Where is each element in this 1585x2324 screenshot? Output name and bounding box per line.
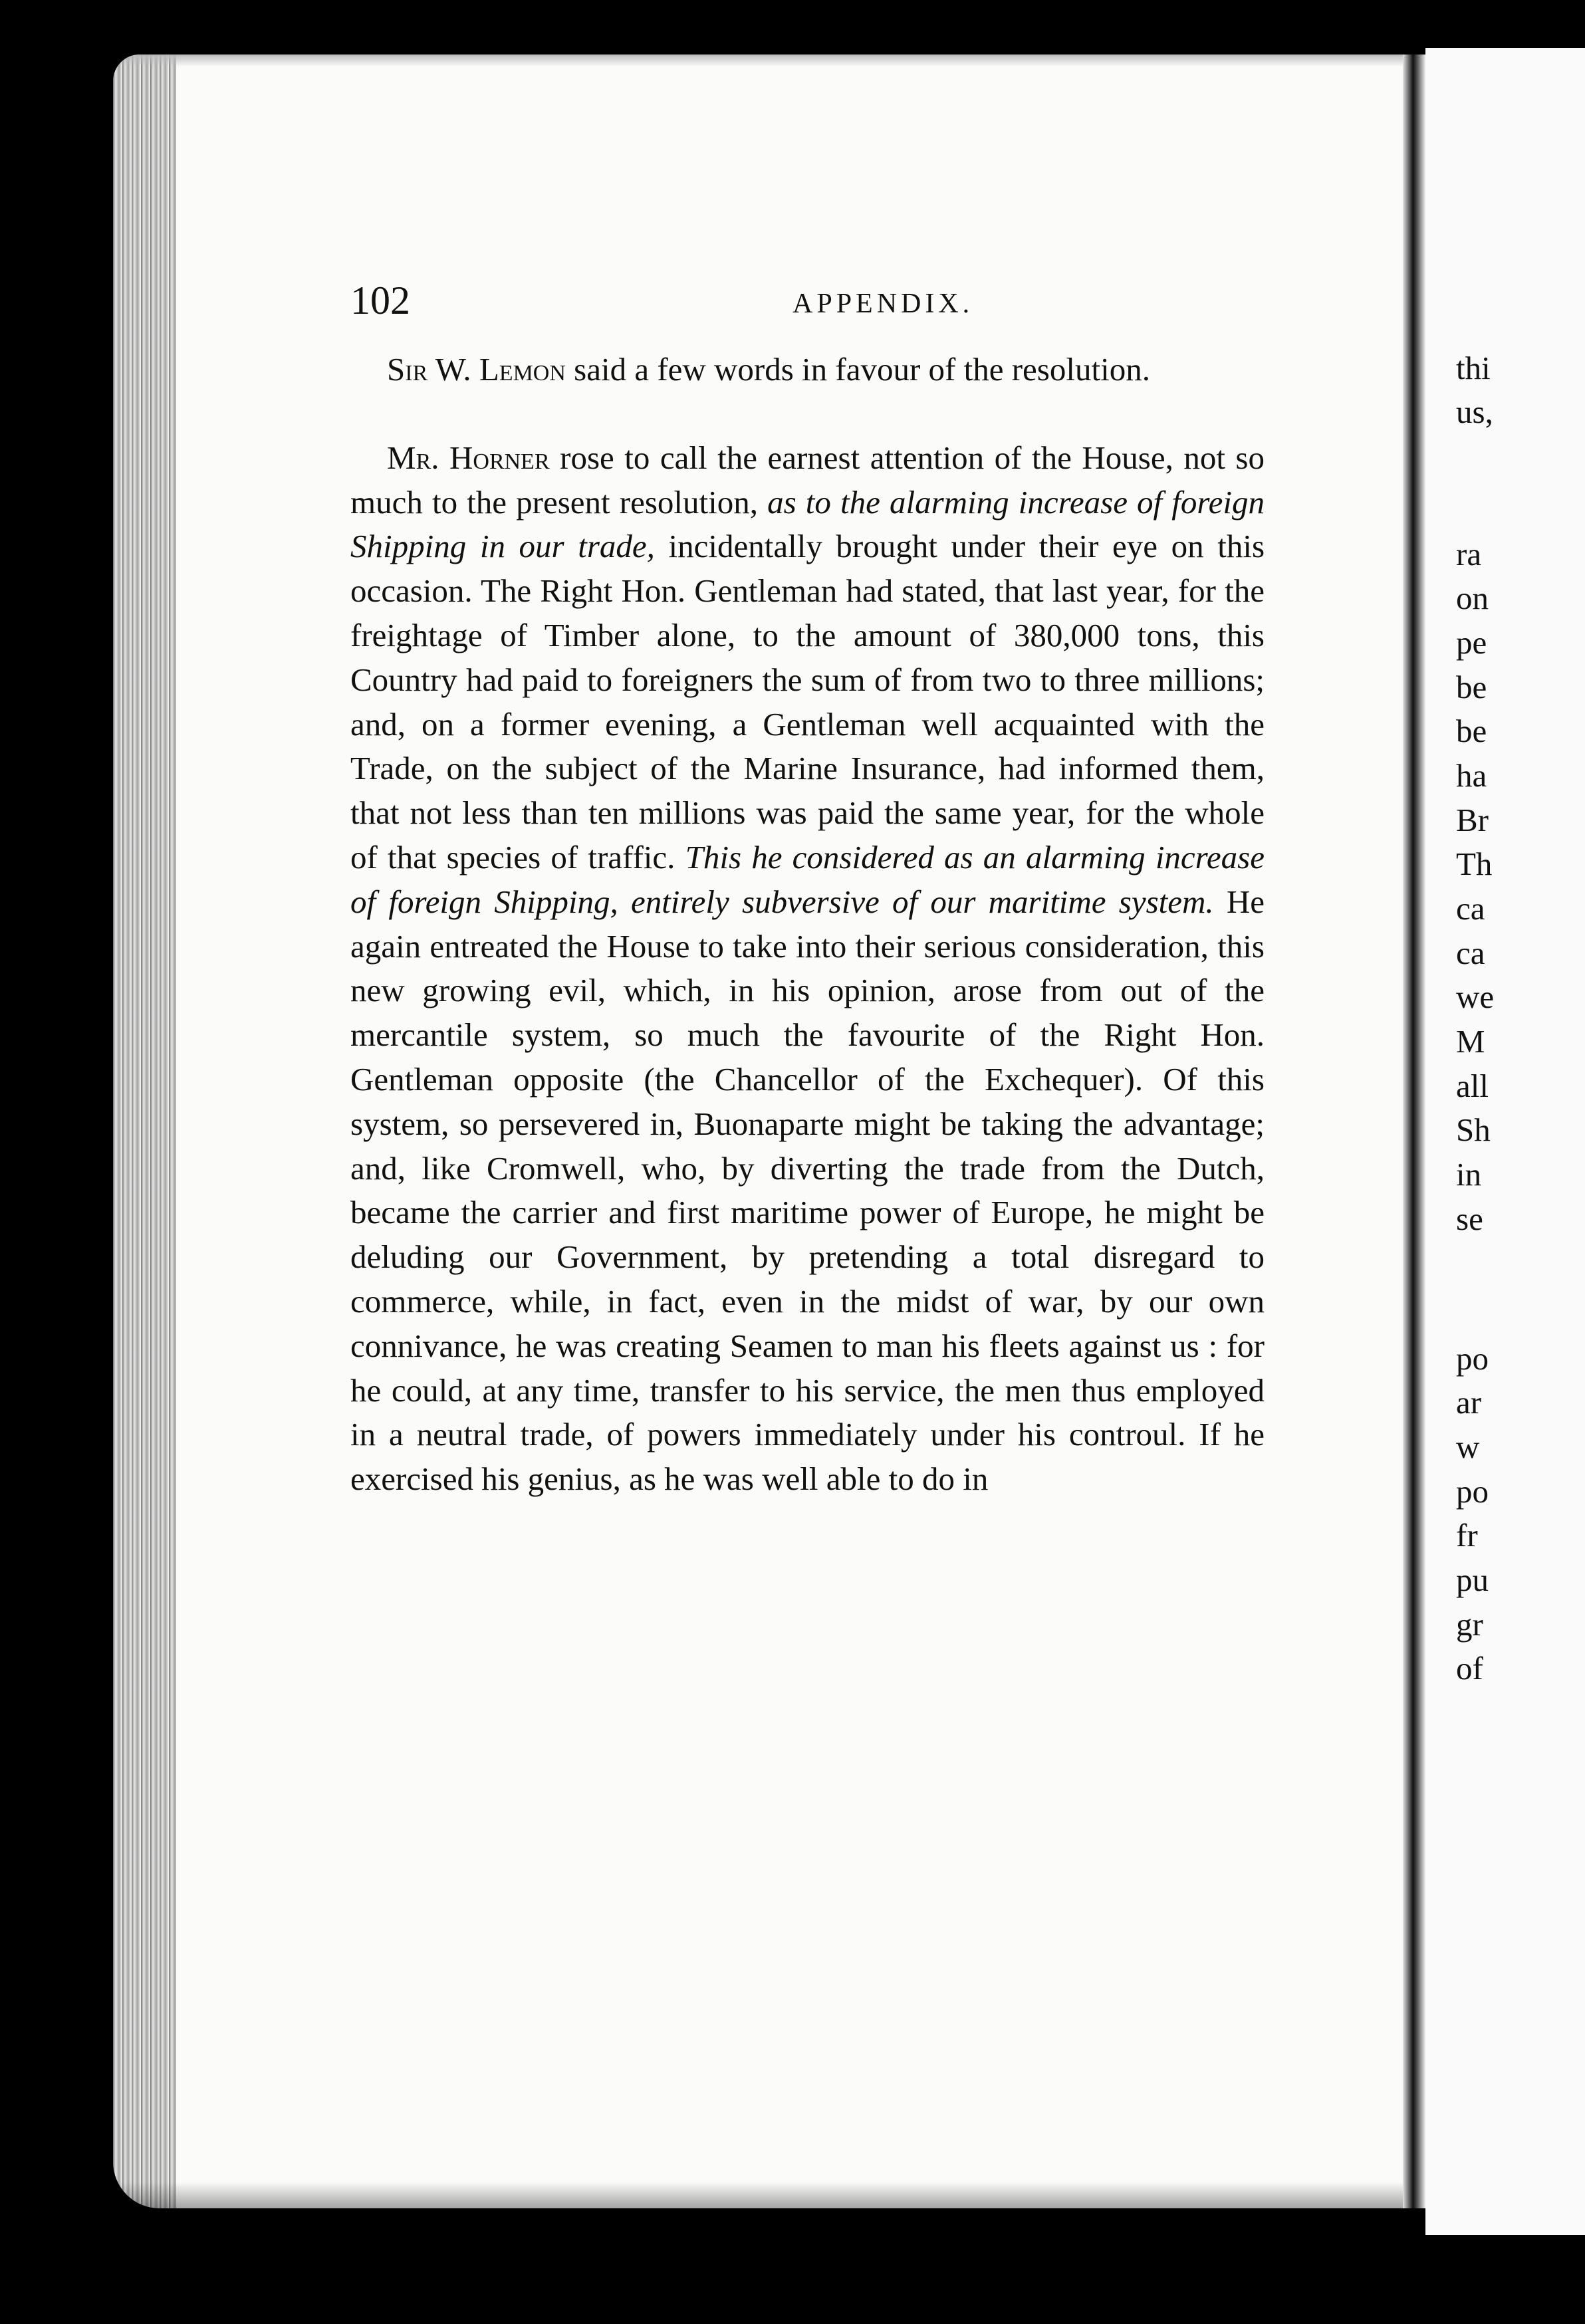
facing-line: po bbox=[1456, 1340, 1489, 1377]
facing-line: ra bbox=[1456, 536, 1482, 572]
page-number: 102 bbox=[350, 279, 410, 322]
italic-emphasis: This he considered as an alarming increase of foreign Shipping, entirely subversive of our maritime system. bbox=[350, 838, 1265, 920]
page-header bbox=[350, 275, 1265, 341]
facing-line: pu bbox=[1456, 1562, 1489, 1598]
facing-line: po bbox=[1456, 1473, 1489, 1510]
book-gutter bbox=[1403, 55, 1425, 2208]
running-head: APPENDIX. bbox=[792, 289, 974, 319]
paragraph-lemon bbox=[350, 348, 1265, 392]
paragraph-text: said a few words in favour of the resolution. bbox=[574, 351, 1150, 388]
facing-line: we bbox=[1456, 979, 1495, 1015]
facing-line: be bbox=[1456, 669, 1487, 705]
facing-line: all bbox=[1456, 1068, 1489, 1104]
facing-line: ca bbox=[1456, 935, 1485, 971]
italic-emphasis: as to the alarming increase of foreign Shipping in our trade, bbox=[350, 483, 1265, 565]
facing-line: Th bbox=[1456, 846, 1493, 882]
facing-line: pe bbox=[1456, 624, 1487, 661]
facing-line: us, bbox=[1456, 394, 1493, 430]
paragraph-text: rose to call the earnest attention of the House, not so much to the present resolution, bbox=[350, 439, 1265, 521]
page-bottom-shadow bbox=[113, 2182, 1415, 2208]
facing-line: Br bbox=[1456, 802, 1489, 838]
facing-line: fr bbox=[1456, 1517, 1478, 1554]
facing-line: M bbox=[1456, 1023, 1485, 1060]
facing-line: in bbox=[1456, 1156, 1482, 1193]
facing-line: Sh bbox=[1456, 1111, 1491, 1148]
facing-line: be bbox=[1456, 713, 1487, 749]
facing-line: ca bbox=[1456, 890, 1485, 927]
facing-line: of bbox=[1456, 1650, 1483, 1686]
page-text-block bbox=[350, 275, 1265, 1502]
facing-line: gr bbox=[1456, 1606, 1483, 1643]
paragraph-text: incidentally brought under their eye on this occasion. The Right Hon. Gentleman had stated, that last year, for the freightage of Timber alone, to the amount of 380,000 tons, this Country had paid to foreigners the sum of from two to three millions; and, on a former evening, a Gentleman well acquainted with the Trade, on the subject of the Marine Insurance, had informed them, that not less than ten millions was paid the same year, for the whole of that species of traffic. bbox=[350, 528, 1265, 875]
page-top-shadow bbox=[113, 55, 1415, 66]
facing-line: ar bbox=[1456, 1384, 1482, 1421]
speaker-name: Sir W. Lemon bbox=[387, 351, 566, 388]
facing-line: se bbox=[1456, 1201, 1483, 1237]
page-edge-shadow bbox=[113, 55, 176, 2208]
facing-line: thi bbox=[1456, 350, 1491, 386]
facing-page bbox=[1425, 48, 1585, 2235]
paragraph-text: He again entreated the House to take into their serious consideration, this new growing evil, which, in his opinion, arose from out of the mercantile system, so much the favourite of the Right Hon. Gentleman opposite (the Chancellor of the Exchequer). Of this system, so persevered in, Buonaparte might be taking the advantage; and, like Cromwell, who, by diverting the trade from the Dutch, became the carrier and first maritime power of Europe, he might be deluding our Government, by pretending a total disregard to commerce, while, in fact, even in the midst of war, by our own connivance, he was creating Seamen to man his fleets against us : for he could, at any time, transfer to his service, the men thus employed in a neutral trade, of powers immediately under his controul. If he exercised his genius, as he was well able to do in bbox=[350, 883, 1265, 1498]
facing-line: w bbox=[1456, 1429, 1480, 1465]
facing-line: on bbox=[1456, 580, 1489, 616]
speaker-name: Mr. Horner bbox=[387, 439, 550, 476]
facing-line: ha bbox=[1456, 757, 1487, 794]
paragraph-horner bbox=[350, 436, 1265, 1502]
